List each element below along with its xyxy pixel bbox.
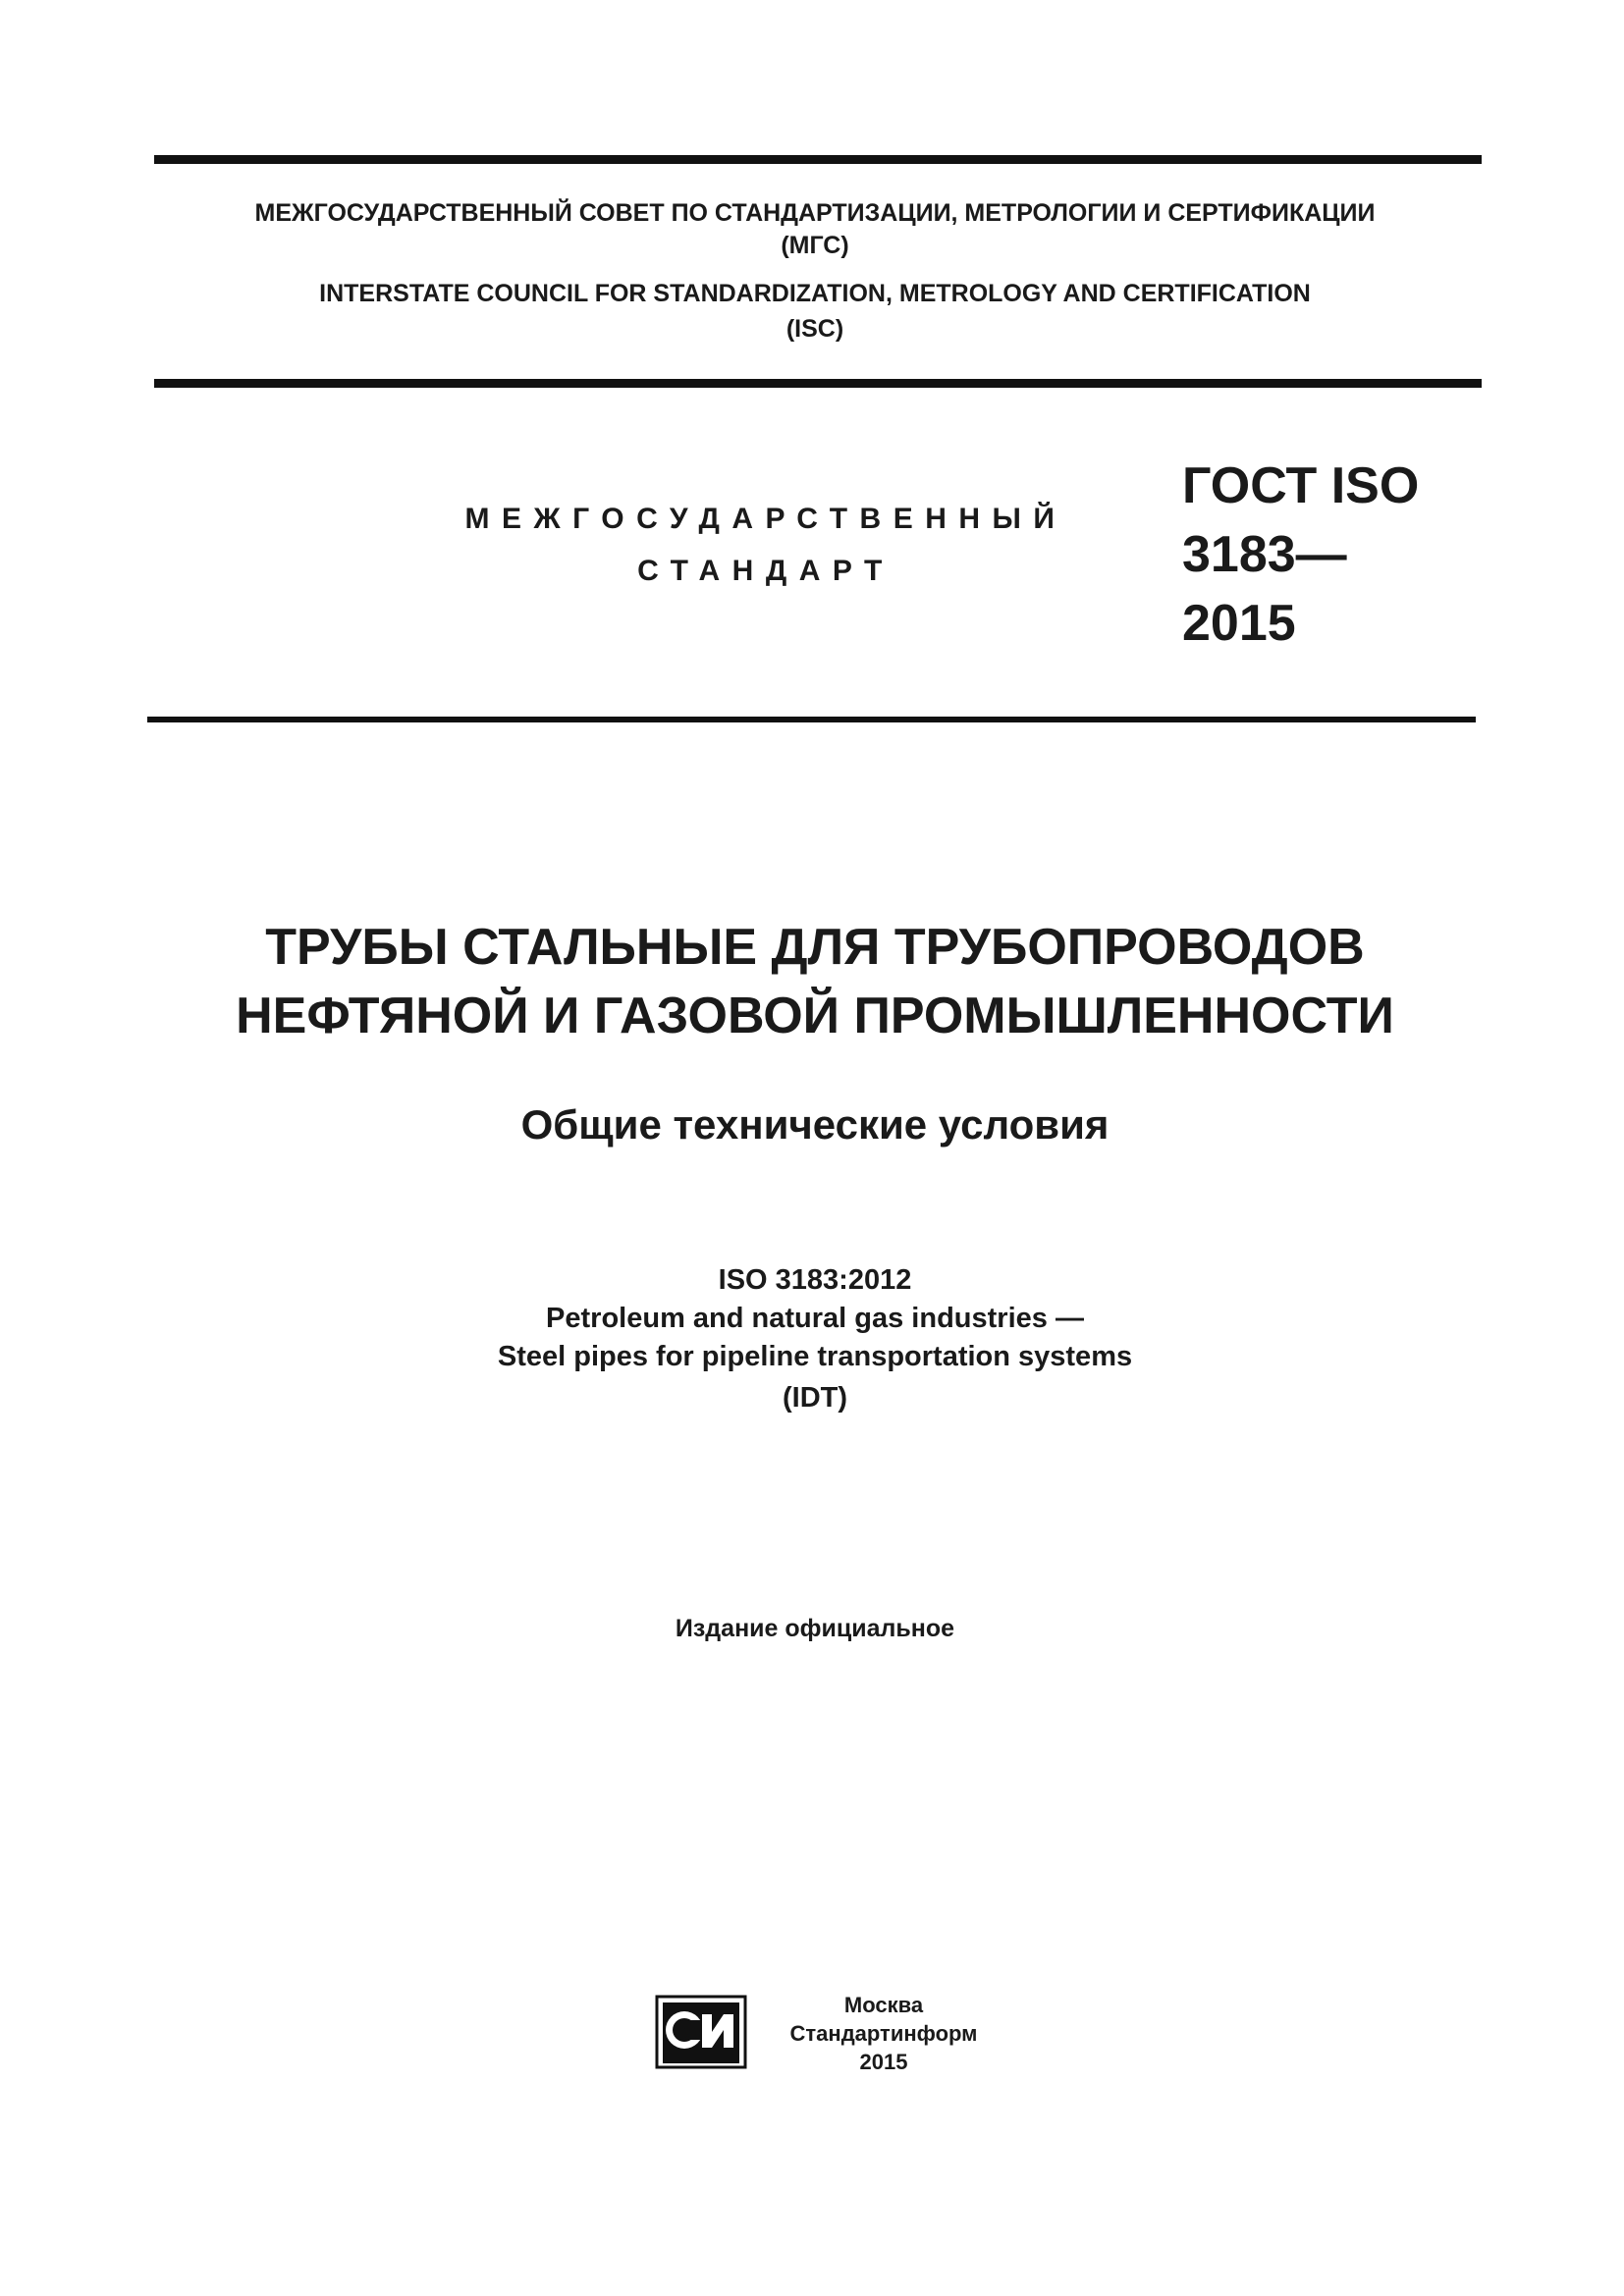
iso-reference-degree: (IDT) [782,1382,848,1414]
standard-number-line1: ГОСТ ISO [1182,457,1420,514]
standard-number [1182,452,1477,658]
iso-reference-title-line2: Steel pipes for pipeline transportation systems [497,1341,1133,1372]
edition-note: Издание официальное [675,1615,955,1642]
document-subtitle: Общие технические условия [520,1101,1110,1148]
standartinform-logo-icon [655,1993,747,2071]
standard-number-line3: 2015 [1182,595,1296,652]
document-title-line2: НЕФТЯНОЙ И ГАЗОВОЙ ПРОМЫШЛЕННОСТИ [236,988,1394,1044]
iso-reference-number: ISO 3183:2012 [718,1264,912,1296]
council-name-ru: МЕЖГОСУДАРСТВЕННЫЙ СОВЕТ ПО СТАНДАРТИЗАЦИИ, МЕТРОЛОГИИ И СЕРТИФИКАЦИИ [254,199,1376,227]
standard-number-line2: 3183— [1182,526,1347,583]
standartinform-logo-icon [655,1993,747,2071]
publisher-city: Москва [843,1993,924,2017]
iso-reference-title-line1: Petroleum and natural gas industries — [546,1303,1084,1334]
top-rule [154,155,1482,164]
publisher-name: Стандартинформ [789,2021,978,2046]
document-title-line1: ТРУБЫ СТАЛЬНЫЕ ДЛЯ ТРУБОПРОВОДОВ [265,919,1365,976]
number-bottom-rule [147,717,1476,722]
council-abbr-ru: (МГС) [781,232,849,259]
standard-type-line2: СТАНДАРТ [637,555,894,587]
publisher-year: 2015 [859,2050,908,2074]
council-name-en: INTERSTATE COUNCIL FOR STANDARDIZATION, METROLOGY AND CERTIFICATION [319,280,1311,307]
header-bottom-rule [154,379,1482,388]
standard-type-line1: МЕЖГОСУДАРСТВЕННЫЙ [464,503,1067,535]
council-abbr-en: (ISC) [785,315,844,343]
